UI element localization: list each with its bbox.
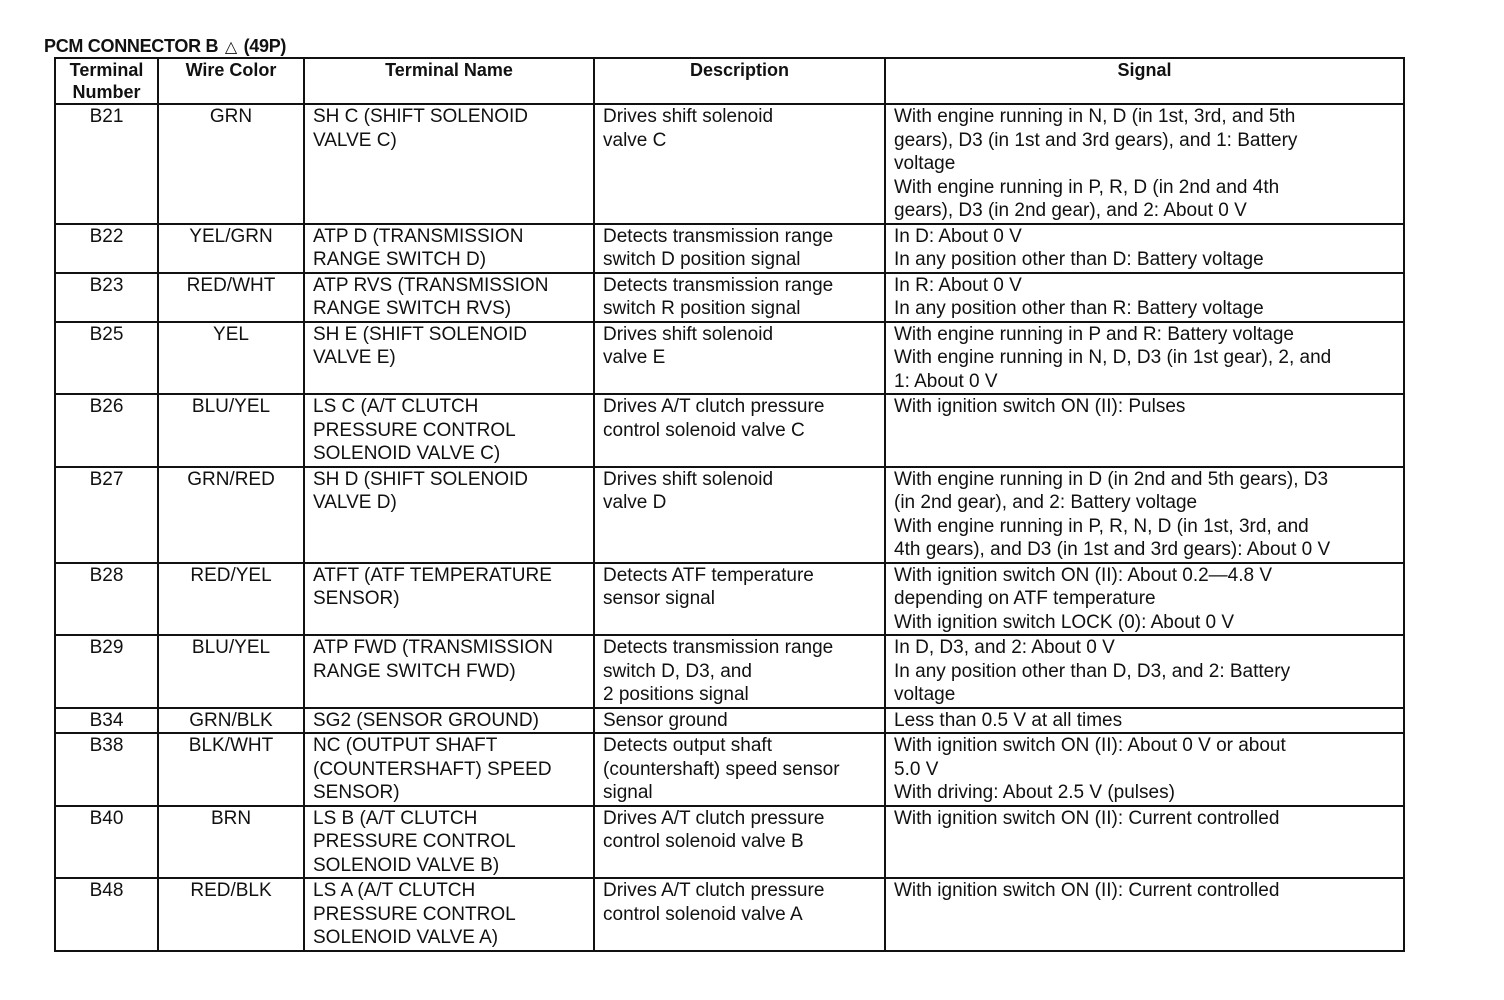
terminal-name-cell bbox=[304, 224, 594, 273]
wire-color-cell: BLU/YEL bbox=[158, 394, 304, 467]
table-row bbox=[55, 322, 1404, 395]
description-line: control solenoid valve C bbox=[603, 419, 805, 441]
table-row bbox=[55, 733, 1404, 806]
description-line: control solenoid valve A bbox=[603, 903, 803, 925]
terminal-name-line: VALVE C) bbox=[313, 129, 397, 151]
terminal-name-line: LS C (A/T CLUTCH bbox=[313, 396, 479, 417]
wire-color-cell: BLK/WHT bbox=[158, 733, 304, 806]
description-cell bbox=[594, 806, 885, 879]
terminal-name-cell bbox=[304, 563, 594, 636]
description-line: Detects transmission range bbox=[603, 637, 834, 658]
terminal-name-cell bbox=[304, 273, 594, 322]
signal-line: In D: About 0 V bbox=[894, 225, 1022, 247]
description-line: valve C bbox=[603, 129, 667, 151]
signal-cell bbox=[885, 878, 1404, 951]
signal-line: In any position other than D: Battery voltage bbox=[894, 249, 1264, 270]
signal-line: In any position other than R: Battery voltage bbox=[894, 298, 1264, 319]
description-line: control solenoid valve B bbox=[603, 831, 804, 852]
terminal-number-cell: B48 bbox=[55, 878, 158, 951]
terminal-number-cell: B40 bbox=[55, 806, 158, 879]
description-line: switch D position signal bbox=[603, 249, 801, 270]
wire-color-cell: YEL/GRN bbox=[158, 224, 304, 273]
description-line: switch R position signal bbox=[603, 298, 801, 319]
description-line: sensor signal bbox=[603, 588, 715, 609]
signal-line: In D, D3, and 2: About 0 V bbox=[894, 637, 1115, 658]
signal-line: Less than 0.5 V at all times bbox=[894, 709, 1123, 731]
wire-color-cell: YEL bbox=[158, 322, 304, 395]
signal-line: 4th gears), and D3 (in 1st and 3rd gears): About 0 V bbox=[894, 539, 1331, 560]
terminal-number-cell: B23 bbox=[55, 273, 158, 322]
terminal-name-line: NC (OUTPUT SHAFT bbox=[313, 735, 498, 756]
description-cell bbox=[594, 467, 885, 563]
terminal-name-line: SH E (SHIFT SOLENOID bbox=[313, 323, 527, 345]
signal-line: With ignition switch ON (II): About 0.2—4.8 V bbox=[894, 564, 1273, 586]
description-line: Drives shift solenoid bbox=[603, 468, 774, 490]
terminal-name-line: SOLENOID VALVE A) bbox=[313, 927, 499, 948]
wire-color-cell: GRN/RED bbox=[158, 467, 304, 563]
description-cell bbox=[594, 104, 885, 224]
signal-line: With engine running in P, R, N, D (in 1st, 3rd, and bbox=[894, 515, 1309, 537]
description-line: signal bbox=[603, 782, 653, 803]
pin-table bbox=[54, 57, 1405, 952]
terminal-name-line: (COUNTERSHAFT) SPEED bbox=[313, 758, 552, 780]
terminal-name-line: RANGE SWITCH FWD) bbox=[313, 660, 516, 682]
terminal-name-line: PRESSURE CONTROL bbox=[313, 831, 516, 852]
terminal-number-cell: B34 bbox=[55, 708, 158, 734]
table-body bbox=[55, 104, 1404, 951]
signal-line: 1: About 0 V bbox=[894, 370, 998, 392]
description-cell bbox=[594, 273, 885, 322]
terminal-name-line: ATP RVS (TRANSMISSION bbox=[313, 274, 549, 296]
description-line: Detects output shaft bbox=[603, 735, 772, 756]
signal-line: In any position other than D, D3, and 2: Battery bbox=[894, 660, 1291, 682]
signal-cell bbox=[885, 733, 1404, 806]
signal-cell bbox=[885, 322, 1404, 395]
signal-line: voltage bbox=[894, 153, 956, 174]
terminal-number-cell: B22 bbox=[55, 224, 158, 273]
signal-line: With engine running in N, D, D3 (in 1st gear), 2, and bbox=[894, 347, 1332, 368]
table-row bbox=[55, 806, 1404, 879]
signal-cell bbox=[885, 224, 1404, 273]
description-line: Detects transmission range bbox=[603, 225, 834, 247]
terminal-number-cell: B26 bbox=[55, 394, 158, 467]
signal-line: With engine running in D (in 2nd and 5th gears), D3 bbox=[894, 468, 1329, 490]
signal-cell bbox=[885, 104, 1404, 224]
signal-line: With ignition switch ON (II): Current controlled bbox=[894, 880, 1280, 901]
terminal-name-cell bbox=[304, 467, 594, 563]
description-line: Drives A/T clutch pressure bbox=[603, 880, 825, 901]
signal-line: With driving: About 2.5 V (pulses) bbox=[894, 782, 1175, 803]
description-cell bbox=[594, 708, 885, 734]
terminal-name-line: SH C (SHIFT SOLENOID bbox=[313, 106, 529, 127]
description-line: Drives A/T clutch pressure bbox=[603, 396, 825, 417]
terminal-number-cell: B25 bbox=[55, 322, 158, 395]
wire-color-cell: RED/BLK bbox=[158, 878, 304, 951]
wire-color-cell: BLU/YEL bbox=[158, 635, 304, 708]
terminal-number-cell: B27 bbox=[55, 467, 158, 563]
description-line: Drives shift solenoid bbox=[603, 323, 774, 345]
signal-line: With ignition switch LOCK (0): About 0 V bbox=[894, 611, 1235, 633]
signal-line: With ignition switch ON (II): About 0 V or about bbox=[894, 735, 1286, 756]
terminal-name-line: ATFT (ATF TEMPERATURE bbox=[313, 564, 552, 586]
table-row bbox=[55, 563, 1404, 636]
signal-cell bbox=[885, 394, 1404, 467]
header-wire-color: Wire Color bbox=[158, 58, 304, 104]
heading-suffix: (49P) bbox=[243, 36, 287, 56]
terminal-name-cell bbox=[304, 733, 594, 806]
terminal-number-cell: B29 bbox=[55, 635, 158, 708]
terminal-name-line: PRESSURE CONTROL bbox=[313, 903, 516, 925]
signal-line: gears), D3 (in 2nd gear), and 2: About 0 V bbox=[894, 200, 1247, 221]
table-row bbox=[55, 104, 1404, 224]
description-line: Drives A/T clutch pressure bbox=[603, 807, 825, 829]
signal-cell bbox=[885, 563, 1404, 636]
terminal-name-line: SG2 (SENSOR GROUND) bbox=[313, 709, 539, 731]
header-terminal-line1: Terminal bbox=[69, 60, 144, 80]
caution-triangle-icon: △ bbox=[224, 39, 237, 56]
terminal-name-cell bbox=[304, 635, 594, 708]
terminal-name-cell bbox=[304, 708, 594, 734]
signal-cell bbox=[885, 708, 1404, 734]
table-row bbox=[55, 224, 1404, 273]
terminal-name-line: SH D (SHIFT SOLENOID bbox=[313, 468, 529, 490]
terminal-name-line: ATP FWD (TRANSMISSION bbox=[313, 637, 553, 658]
terminal-name-line: SOLENOID VALVE C) bbox=[313, 443, 501, 464]
signal-line: (in 2nd gear), and 2: Battery voltage bbox=[894, 492, 1198, 513]
terminal-number-cell: B21 bbox=[55, 104, 158, 224]
table-row bbox=[55, 394, 1404, 467]
terminal-name-cell bbox=[304, 322, 594, 395]
table-row bbox=[55, 878, 1404, 951]
terminal-name-cell bbox=[304, 878, 594, 951]
table-row bbox=[55, 708, 1404, 734]
table-row bbox=[55, 635, 1404, 708]
terminal-number-cell: B28 bbox=[55, 563, 158, 636]
signal-line: With engine running in N, D (in 1st, 3rd, and 5th bbox=[894, 106, 1296, 127]
signal-line: gears), D3 (in 1st and 3rd gears), and 1: Battery bbox=[894, 129, 1298, 151]
description-line: Detects transmission range bbox=[603, 274, 834, 296]
table-row bbox=[55, 273, 1404, 322]
wire-color-cell: RED/WHT bbox=[158, 273, 304, 322]
signal-line: With engine running in P and R: Battery voltage bbox=[894, 323, 1294, 345]
description-line: Detects ATF temperature bbox=[603, 564, 814, 586]
signal-line: 5.0 V bbox=[894, 758, 939, 780]
header-terminal-number bbox=[55, 58, 158, 104]
description-cell bbox=[594, 635, 885, 708]
signal-line: With ignition switch ON (II): Pulses bbox=[894, 396, 1186, 417]
terminal-name-cell bbox=[304, 394, 594, 467]
signal-cell bbox=[885, 467, 1404, 563]
signal-line: With ignition switch ON (II): Current controlled bbox=[894, 807, 1280, 829]
signal-line: voltage bbox=[894, 684, 956, 705]
heading-prefix: PCM CONNECTOR B bbox=[44, 36, 219, 56]
description-cell bbox=[594, 322, 885, 395]
wire-color-cell: RED/YEL bbox=[158, 563, 304, 636]
terminal-name-line: PRESSURE CONTROL bbox=[313, 419, 516, 441]
description-line: (countershaft) speed sensor bbox=[603, 758, 840, 780]
terminal-name-line: ATP D (TRANSMISSION bbox=[313, 225, 524, 247]
description-line: 2 positions signal bbox=[603, 684, 749, 705]
terminal-name-line: VALVE E) bbox=[313, 347, 396, 368]
header-terminal-name: Terminal Name bbox=[304, 58, 594, 104]
terminal-name-cell bbox=[304, 104, 594, 224]
terminal-name-line: VALVE D) bbox=[313, 492, 397, 513]
description-line: Drives shift solenoid bbox=[603, 106, 774, 127]
terminal-name-line: RANGE SWITCH RVS) bbox=[313, 298, 512, 319]
connector-heading bbox=[44, 36, 286, 57]
terminal-name-cell bbox=[304, 806, 594, 879]
header-terminal-line2: Number bbox=[72, 82, 141, 102]
terminal-name-line: RANGE SWITCH D) bbox=[313, 249, 487, 270]
header-description: Description bbox=[594, 58, 885, 104]
description-cell bbox=[594, 224, 885, 273]
description-cell bbox=[594, 563, 885, 636]
terminal-name-line: LS B (A/T CLUTCH bbox=[313, 807, 478, 829]
table-header-row bbox=[55, 58, 1404, 104]
signal-cell bbox=[885, 635, 1404, 708]
signal-cell bbox=[885, 806, 1404, 879]
table-row bbox=[55, 467, 1404, 563]
description-cell bbox=[594, 733, 885, 806]
wire-color-cell: GRN/BLK bbox=[158, 708, 304, 734]
terminal-name-line: SENSOR) bbox=[313, 782, 400, 803]
signal-line: In R: About 0 V bbox=[894, 274, 1022, 296]
description-line: Sensor ground bbox=[603, 709, 728, 731]
terminal-name-line: SENSOR) bbox=[313, 588, 400, 609]
description-line: valve E bbox=[603, 347, 666, 368]
header-signal: Signal bbox=[885, 58, 1404, 104]
signal-line: depending on ATF temperature bbox=[894, 588, 1156, 609]
wire-color-cell: GRN bbox=[158, 104, 304, 224]
signal-line: With engine running in P, R, D (in 2nd and 4th bbox=[894, 176, 1280, 198]
signal-cell bbox=[885, 273, 1404, 322]
terminal-name-line: SOLENOID VALVE B) bbox=[313, 854, 500, 876]
description-line: valve D bbox=[603, 492, 667, 513]
description-cell bbox=[594, 394, 885, 467]
wire-color-cell: BRN bbox=[158, 806, 304, 879]
terminal-name-line: LS A (A/T CLUTCH bbox=[313, 880, 476, 901]
description-cell bbox=[594, 878, 885, 951]
terminal-number-cell: B38 bbox=[55, 733, 158, 806]
description-line: switch D, D3, and bbox=[603, 660, 752, 682]
